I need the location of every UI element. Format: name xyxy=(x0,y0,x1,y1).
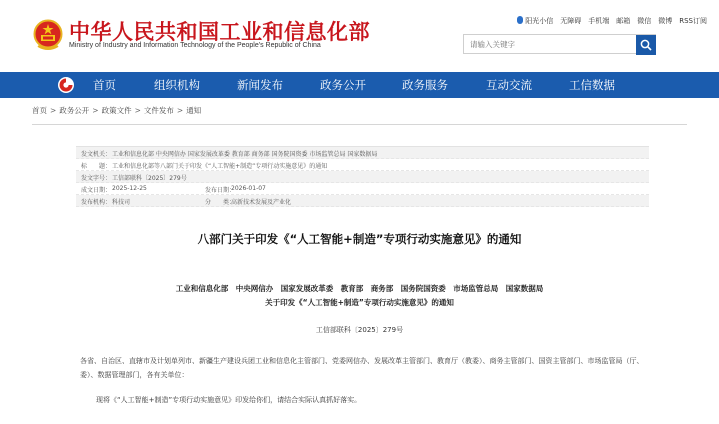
site-title[interactable]: 中华人民共和国工业和信息化部 xyxy=(69,20,370,44)
top-links xyxy=(517,16,707,26)
wechat-link[interactable]: 微信 xyxy=(637,17,652,25)
meta-row-title: 标 题： 工业和信息化部等八部门关于印发《“人工智能+制造”专项行动实施意见》的通知 xyxy=(76,159,649,171)
meta-row-issuer: 发文机关： 工业和信息化部 中央网信办 国家发展改革委 教育部 商务部 国务院国资委 市场监管总局 国家数据局 xyxy=(76,147,649,159)
nav-organization[interactable]: 组织机构 xyxy=(154,78,200,92)
accessibility-link[interactable]: 无障碍 xyxy=(560,17,582,25)
search-input[interactable] xyxy=(464,35,638,53)
site-header xyxy=(0,0,719,68)
meta-row-dates: 成文日期： 2025-12-25 发布日期： 2026-01-07 xyxy=(76,183,649,195)
mobile-link[interactable]: 手机端 xyxy=(588,17,610,25)
breadcrumb-file-release[interactable]: 文件发布 xyxy=(143,106,174,115)
main-nav xyxy=(0,72,719,98)
search-box xyxy=(463,34,656,54)
site-subtitle: Ministry of Industry and Information Technology of the People's Republic of China xyxy=(69,42,321,49)
document-title: 八部门关于印发《“人工智能+制造”专项行动实施意见》的通知 xyxy=(197,232,522,246)
nav-government-affairs[interactable]: 政务公开 xyxy=(320,78,366,92)
mail-link[interactable]: 邮箱 xyxy=(616,17,631,25)
nav-news[interactable]: 新闻发布 xyxy=(237,78,283,92)
weibo-link[interactable]: 微博 xyxy=(658,17,673,25)
document-notice-title: 关于印发《“人工智能+制造”专项行动实施意见》的通知 xyxy=(265,298,454,307)
nav-government-services[interactable]: 政务服务 xyxy=(402,78,448,92)
microphone-icon xyxy=(517,16,523,24)
breadcrumb: 首页 > 政务公开 > 政策文件 > 文件发布 > 通知 xyxy=(32,106,202,115)
miit-logo-icon[interactable] xyxy=(57,76,75,94)
divider xyxy=(32,124,687,125)
nav-interaction[interactable]: 互动交流 xyxy=(486,78,532,92)
breadcrumb-policy-files[interactable]: 政策文件 xyxy=(101,106,132,115)
rss-link[interactable]: RSS订阅 xyxy=(679,17,707,25)
search-button[interactable] xyxy=(636,35,656,55)
meta-row-org: 发布机构： 科技司 分 类： 高新技术发展及产业化 xyxy=(76,195,649,207)
document-body: 现将《“人工智能+制造”专项行动实施意见》印发给你们，请结合实际认真抓好落实。 xyxy=(96,396,362,404)
document-addressees: 各省、自治区、直辖市及计划单列市、新疆生产建设兵团工业和信息化主管部门、党委网信办、发展改革主管部门、教育厅（教委）、商务主管部门、国资主管部门、市场监管局（厅、委）、数据管理部门，各有关单位： xyxy=(80,357,644,379)
meta-row-docno: 发文字号： 工信部联科〔2025〕279号 xyxy=(76,171,649,183)
document-number: 工信部联科〔2025〕279号 xyxy=(315,326,404,334)
document-meta xyxy=(76,146,649,218)
sunshine-link[interactable]: 阳光小信 xyxy=(517,16,553,26)
breadcrumb-home[interactable]: 首页 xyxy=(32,106,47,115)
document-issuers: 工业和信息化部 中央网信办 国家发展改革委 教育部 商务部 国务院国资委 市场监管总局 国家数据局 xyxy=(175,284,544,293)
breadcrumb-government-affairs[interactable]: 政务公开 xyxy=(59,106,90,115)
search-icon xyxy=(640,39,652,51)
nav-home[interactable]: 首页 xyxy=(93,78,116,92)
nav-data[interactable]: 工信数据 xyxy=(569,78,615,92)
national-emblem-icon[interactable] xyxy=(33,19,63,51)
breadcrumb-notice[interactable]: 通知 xyxy=(186,106,202,115)
